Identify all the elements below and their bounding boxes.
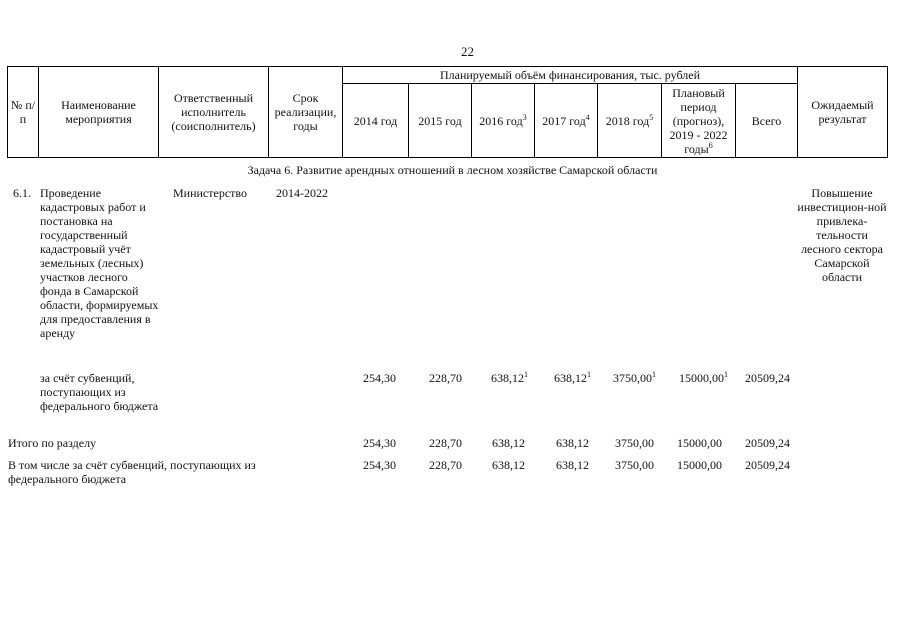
row-num: 6.1. <box>13 186 31 200</box>
header-2014: 2014 год <box>353 113 398 128</box>
task-title: Задача 6. Развитие арендных отношений в лесном хозяйстве Самарской области <box>247 163 658 177</box>
header-2015: 2015 год <box>418 113 462 128</box>
subrow-total: 20509,24 <box>745 371 790 385</box>
federal-row-2018: 3750,00 <box>615 458 654 472</box>
row-name: Проведение кадастровых работ и постановка на государственный кадастровый учёт земельных (лесных) участков лесного фонда в Самарской области, формируемых для предоставления в аренду <box>40 186 159 340</box>
federal-row-2015: 228,70 <box>429 458 462 472</box>
total-row-2015: 228,70 <box>429 436 462 450</box>
header-total: Всего <box>751 113 782 128</box>
total-row-total: 20509,24 <box>745 436 790 450</box>
header-2018: 2018 год$^5$ <box>605 112 654 128</box>
federal-row-2017: 638,12 <box>556 458 589 472</box>
subrow-2018: 3750,00$^1$ <box>613 370 656 385</box>
federal-row-plan: 15000,00 <box>677 458 722 472</box>
total-row-2014: 254,30 <box>363 436 396 450</box>
subrow-2015: 228,70 <box>429 371 462 385</box>
subrow-plan: 15000,00$^1$ <box>679 370 728 385</box>
federal-row-label: В том числе за счёт субвенций, поступающих из федерального бюджета <box>8 458 256 486</box>
header-2017: 2017 год$^4$ <box>542 112 590 128</box>
total-row-2018: 3750,00 <box>615 436 654 450</box>
row-term: 2014-2022 <box>276 186 328 200</box>
subrow-label: за счёт субвенций, поступающих из федерального бюджета <box>40 371 159 413</box>
header-plan-period: Плановый период (прогноз), 2019 - 2022 годы$^6$ <box>669 85 728 156</box>
subrow-2014: 254,30 <box>363 371 396 385</box>
federal-row-2016: 638,12 <box>492 458 525 472</box>
header-2016: 2016 год$^3$ <box>479 112 527 128</box>
header-result: Ожидаемый результат <box>811 98 874 126</box>
header-term: Срок реализации, годы <box>274 91 337 133</box>
header-funding: Планируемый объём финансирования, тыс. рублей <box>439 68 700 82</box>
header-num: № п/п <box>10 98 36 126</box>
row-responsible: Министерство <box>173 186 247 200</box>
federal-row-2014: 254,30 <box>363 458 396 472</box>
table-header <box>7 66 888 158</box>
subrow-2016: 638,12$^1$ <box>491 370 528 385</box>
page-number: 22 <box>461 44 474 59</box>
federal-row-total: 20509,24 <box>745 458 790 472</box>
total-row-2017: 638,12 <box>556 436 589 450</box>
total-row-plan: 15000,00 <box>677 436 722 450</box>
total-row-label: Итого по разделу <box>8 436 97 450</box>
subrow-2017: 638,12$^1$ <box>554 370 591 385</box>
row-result: Повышение инвестицион-ной привлека-тельности лесного сектора Самарской области <box>797 186 887 284</box>
header-name: Наименование мероприятия <box>61 98 136 126</box>
total-row-2016: 638,12 <box>492 436 525 450</box>
header-responsible: Ответственный исполнитель (соисполнитель) <box>171 91 256 133</box>
